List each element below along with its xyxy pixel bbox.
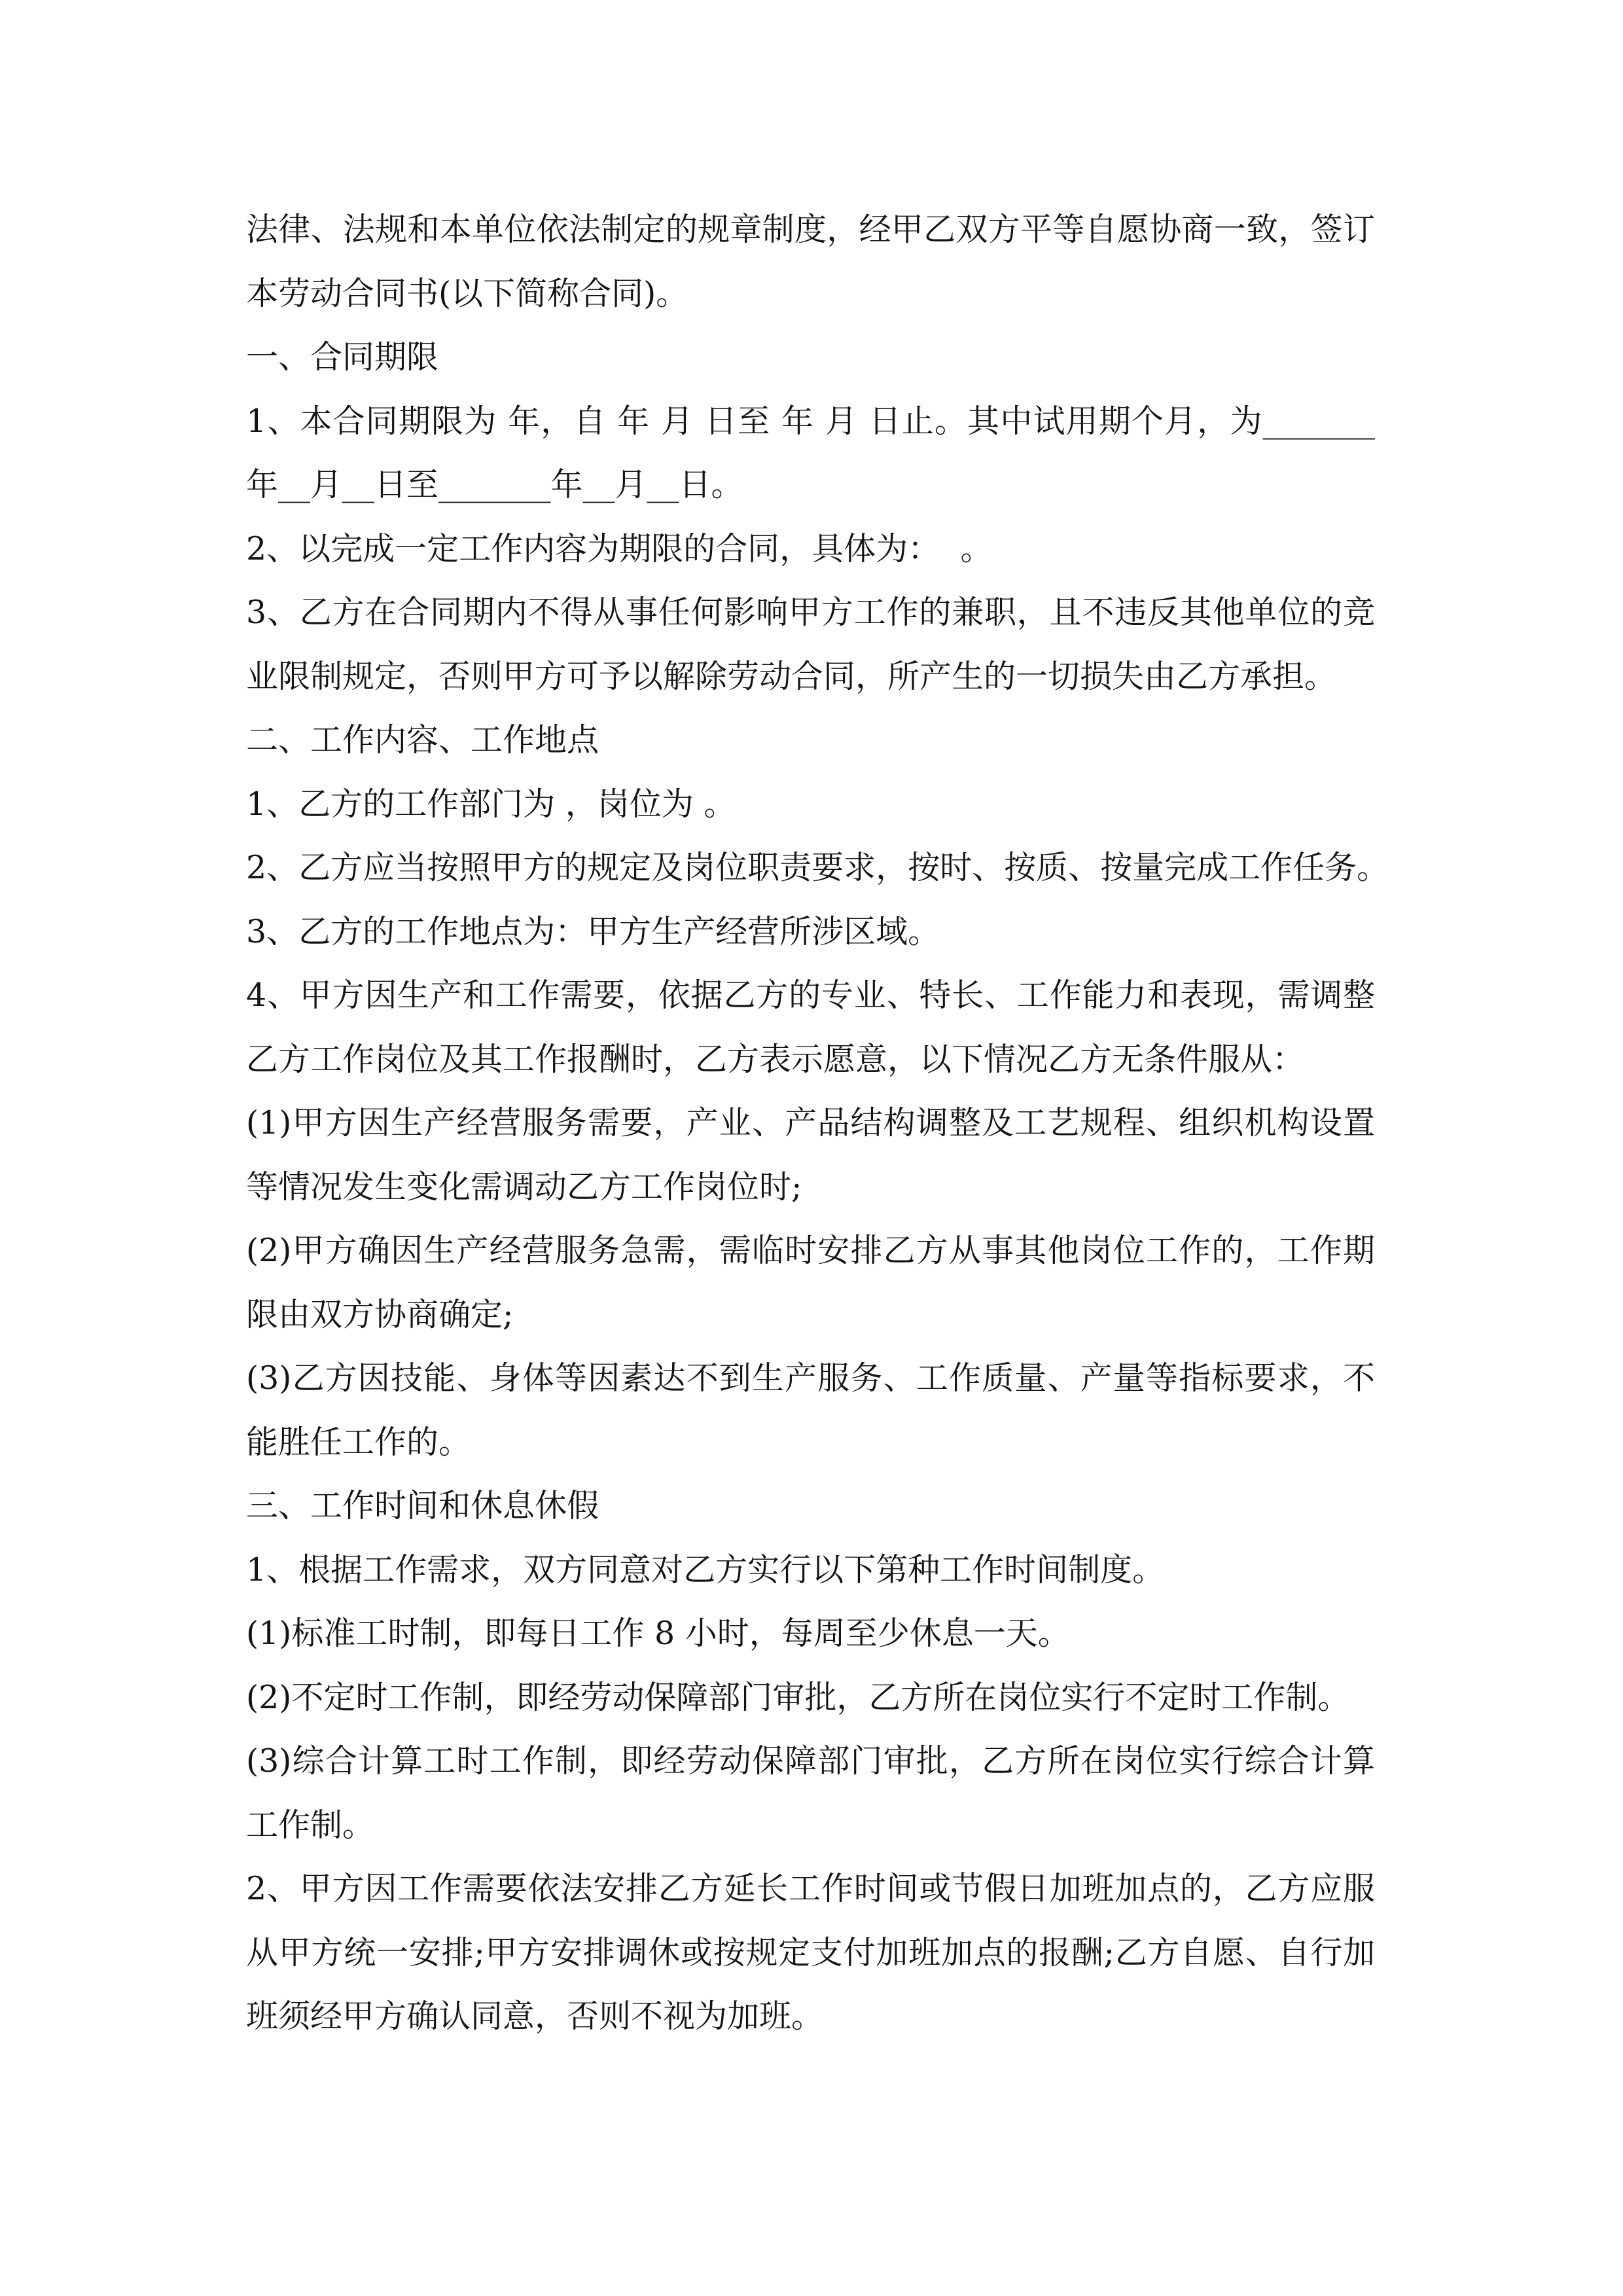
text-line: 法律、法规和本单位依法制定的规章制度，经甲乙双方平等自愿协商一致，签订 [246,211,1375,248]
text-line: 能胜任工作的。 [246,1423,471,1461]
text-line: 等情况发生变化需调动乙方工作岗位时; [246,1168,802,1206]
clause-paragraph [246,1091,1385,1219]
text-line: 限由双方协商确定; [246,1295,514,1333]
text-line: 本劳动合同书(以下简称合同)。 [246,274,688,312]
text-line: (1)甲方因生产经营服务需要，产业、产品结构调整及工艺规程、组织机构设置 [246,1104,1375,1141]
text-line: 2、乙方应当按照甲方的规定及岗位职责要求，按时、按质、按量完成工作任务。 [246,849,1389,886]
text-line: 2、甲方因工作需要依法安排乙方延长工作时间或节假日加班加点的，乙方应服 [246,1870,1375,1907]
text-line: (3)综合计算工时工作制，即经劳动保障部门审批，乙方所在岗位实行综合计算 [246,1742,1375,1780]
text-line: 4、甲方因生产和工作需要，依据乙方的专业、特长、工作能力和表现，需调整 [246,977,1375,1014]
text-line: 3、乙方在合同期内不得从事任何影响甲方工作的兼职，且不违反其他单位的竞 [246,594,1375,631]
text-line: (2)甲方确因生产经营服务急需，需临时安排乙方从事其他岗位工作的，工作期 [246,1232,1375,1269]
clause-paragraph [246,581,1385,708]
text-line: (3)乙方因技能、身体等因素达不到生产服务、工作质量、产量等指标要求，不 [246,1359,1375,1397]
text-line: 从甲方统一安排;甲方安排调休或按规定支付加班加点的报酬;乙方自愿、自行加 [246,1933,1375,1971]
text-line: 工作制。 [246,1806,375,1844]
clause-paragraph [246,1346,1385,1474]
text-line: 1、乙方的工作部门为 ，岗位为 。 [246,785,736,823]
text-line: 3、乙方的工作地点为：甲方生产经营所涉区域。 [246,912,940,950]
text-line: (1)标准工时制，即每日工作 8 小时，每周至少休息一天。 [246,1615,1070,1652]
clause-paragraph [246,517,1385,581]
section-work-content [246,708,1389,1474]
clause-paragraph [246,900,1385,964]
clause-paragraph [246,1538,1385,1602]
text-line: 班须经甲方确认同意，否则不视为加班。 [246,1998,824,2035]
text-line: 1、根据工作需求，双方同意对乙方实行以下第种工作时间制度。 [246,1551,1165,1588]
section-contract-term [246,325,1385,708]
clause-paragraph [246,1602,1385,1666]
text-line: 年__月__日至_______年__月__日。 [246,466,743,503]
clause-paragraph [246,1666,1385,1730]
section-heading: 二、工作内容、工作地点 [246,721,599,759]
clause-paragraph [246,1857,1385,2049]
clause-paragraph [246,963,1385,1091]
intro-paragraph [246,198,1385,325]
text-line: 2、以完成一定工作内容为期限的合同，具体为： 。 [246,529,993,567]
clause-paragraph [246,772,1385,836]
clause-paragraph [246,836,1389,900]
text-line: 1、本合同期限为 年，自 年 月 日至 年 月 日止。其中试用期个月，为_______ [246,402,1375,440]
section-working-hours [246,1474,1385,2049]
clause-paragraph [246,1219,1385,1346]
text-line: 乙方工作岗位及其工作报酬时，乙方表示愿意，以下情况乙方无条件服从： [246,1040,1305,1078]
section-heading: 一、合同期限 [246,338,439,376]
clause-paragraph [246,389,1385,517]
text-line: (2)不定时工作制，即经劳动保障部门审批，乙方所在岗位实行不定时工作制。 [246,1678,1350,1716]
text-line: 业限制规定，否则甲方可予以解除劳动合同，所产生的一切损失由乙方承担。 [246,657,1337,695]
section-heading: 三、工作时间和休息休假 [246,1487,599,1524]
clause-paragraph [246,1729,1385,1857]
contract-body [246,198,1389,2049]
